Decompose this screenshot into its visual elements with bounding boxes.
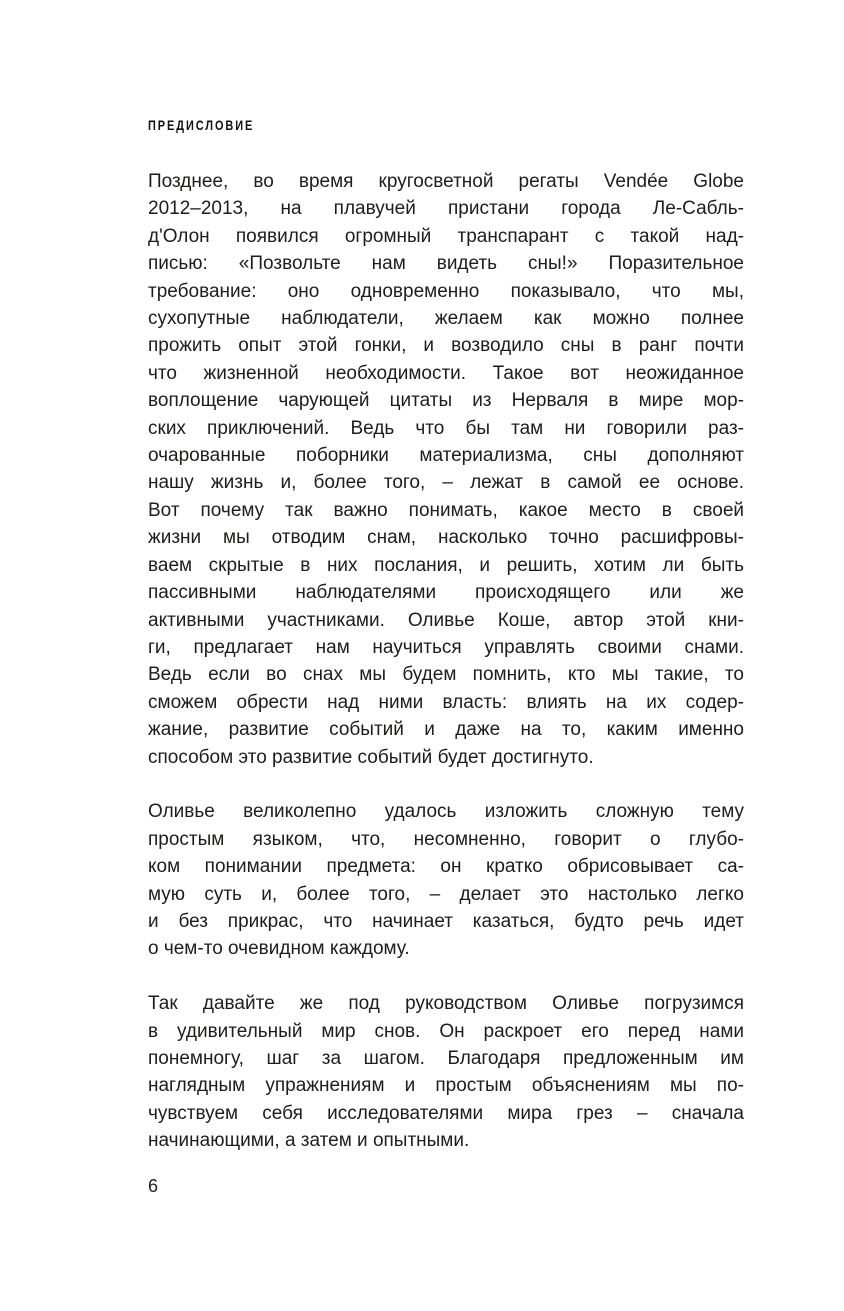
text-line: Оливье великолепно удалось изложить сложную тему (148, 801, 744, 823)
text-line: жизни мы отводим снам, насколько точно расшифровы- (148, 527, 744, 549)
text-line: Позднее, во время кругосветной регаты Vendée Globe (148, 171, 744, 192)
text-line: что жизненной необходимости. Такое вот неожиданное (148, 362, 744, 384)
text-line: 2012–2013, на плавучей пристани города Ле-Сабль- (148, 198, 744, 220)
text-line: пассивными наблюдателями происходящего или же (148, 582, 744, 604)
text-line: ских приключений. Ведь что бы там ни говорили раз- (148, 417, 744, 439)
text-line: воплощение чарующей цитаты из Нерваля в мире мор- (148, 390, 744, 412)
text-line: требование: оно одновременно показывало, что мы, (148, 280, 744, 302)
text-line: в удивительный мир снов. Он раскроет его перед нами (148, 1020, 744, 1042)
text-line: чувствуем себя исследователями мира грез – сначала (148, 1102, 744, 1124)
text-line: Ведь если во снах мы будем помнить, кто мы такие, то (148, 664, 744, 686)
text-line: начинающими, а затем и опытными. (148, 1130, 470, 1152)
text-line: жание, развитие событий и даже на то, каким именно (148, 719, 744, 741)
text-line: Вот почему так важно понимать, какое место в своей (148, 499, 744, 521)
text-line: способом это развитие событий будет достигнуто. (148, 746, 594, 768)
text-line: о чем-то очевидном каждому. (148, 938, 410, 960)
text-line: нашу жизнь и, более того, – лежат в самой ее основе. (148, 472, 744, 494)
text-line: д'Олон появился огромный транспарант с такой над- (148, 225, 744, 247)
text-line: и без прикрас, что начинает казаться, будто речь идет (148, 910, 744, 932)
text-line: Так давайте же под руководством Оливье погрузимся (148, 993, 744, 1015)
text-line: наглядным упражнениям и простым объяснениям мы по- (148, 1075, 744, 1097)
text-line: мую суть и, более того, – делает это настолько легко (148, 883, 744, 905)
body-text (148, 168, 744, 1155)
text-line: очарованные поборники материализма, сны дополняют (148, 445, 744, 467)
text-line: прожить опыт этой гонки, и возводило сны в ранг почти (148, 335, 744, 357)
chapter-header: ПРЕДИСЛОВИЕ (148, 117, 255, 133)
text-line: ком понимании предмета: он кратко обрисовывает са- (148, 856, 744, 878)
paragraph (148, 798, 744, 962)
page-number: 6 (148, 1176, 159, 1196)
paragraph (148, 990, 744, 1154)
text-line: понемногу, шаг за шагом. Благодаря предложенным им (148, 1047, 744, 1069)
text-line: сможем обрести над ними власть: влиять на их содер- (148, 691, 744, 713)
text-line: сухопутные наблюдатели, желаем как можно полнее (148, 308, 744, 330)
paragraph (148, 168, 744, 771)
text-line: активными участниками. Оливье Коше, автор этой кни- (148, 609, 744, 631)
text-line: простым языком, что, несомненно, говорит о глубо- (148, 828, 744, 850)
text-line: ваем скрытые в них послания, и решить, хотим ли быть (148, 554, 744, 576)
text-line: ги, предлагает нам научиться управлять своими снами. (148, 636, 744, 658)
text-line: писью: «Позвольте нам видеть сны!» Поразительное (148, 253, 744, 275)
